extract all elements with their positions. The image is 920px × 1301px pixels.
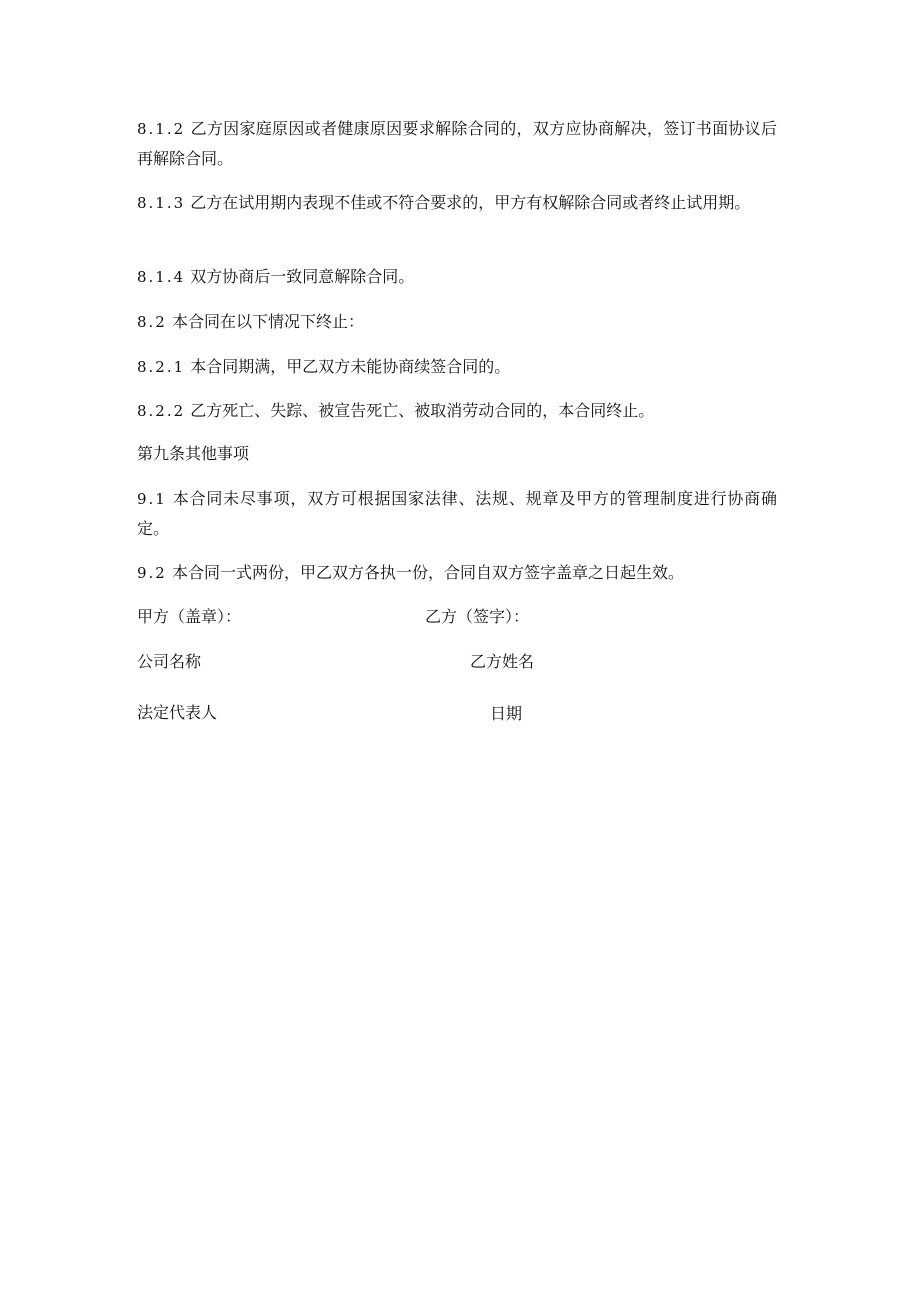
clause-9-1	[137, 484, 777, 543]
clause-9-2	[137, 558, 777, 588]
party-b-name-label: 乙方姓名	[470, 652, 535, 671]
clause-number: 9.2	[137, 564, 167, 582]
clause-text: 本合同一式两份，甲乙双方各执一份，合同自双方签字盖章之日起生效。	[171, 563, 684, 582]
clause-8-2-1	[137, 352, 777, 382]
clause-number: 8.1.3	[137, 194, 186, 212]
clause-8-2-2	[137, 396, 777, 426]
clause-number: 8.2.1	[137, 358, 186, 376]
date-label: 日期	[490, 704, 523, 723]
clause-text: 乙方在试用期内表现不佳或不符合要求的，甲方有权解除合同或者终止试用期。	[190, 193, 751, 212]
clause-number: 8.1.2	[137, 120, 186, 138]
clause-text: 乙方死亡、失踪、被宣告死亡、被取消劳动合同的，本合同终止。	[190, 401, 655, 420]
clause-text: 本合同期满，甲乙双方未能协商续签合同的。	[190, 357, 511, 376]
clause-text: 双方协商后一致同意解除合同。	[190, 267, 415, 286]
clause-number: 8.2	[137, 313, 167, 331]
clause-text: 本合同在以下情况下终止：	[171, 312, 364, 331]
party-b-signature-label: 乙方（签字）：	[425, 607, 530, 626]
company-name-label: 公司名称	[137, 652, 202, 671]
party-a-seal-label: 甲方（盖章）：	[137, 607, 242, 626]
clause-number: 8.2.2	[137, 402, 186, 420]
heading-text: 第九条其他事项	[137, 444, 250, 463]
clause-8-2	[137, 307, 777, 337]
legal-representative-label: 法定代表人	[137, 703, 218, 722]
clause-text: 乙方因家庭原因或者健康原因要求解除合同的，双方应协商解决，签订书面协议后再解除合同。	[137, 119, 777, 168]
article-9-heading	[137, 439, 777, 468]
clause-8-1-3	[137, 188, 777, 218]
clause-8-1-4	[137, 262, 777, 292]
clause-number: 9.1	[137, 490, 167, 508]
clause-8-1-2	[137, 114, 777, 173]
clause-text: 本合同未尽事项，双方可根据国家法律、法规、规章及甲方的管理制度进行协商确定。	[137, 489, 777, 538]
clause-number: 8.1.4	[137, 268, 186, 286]
